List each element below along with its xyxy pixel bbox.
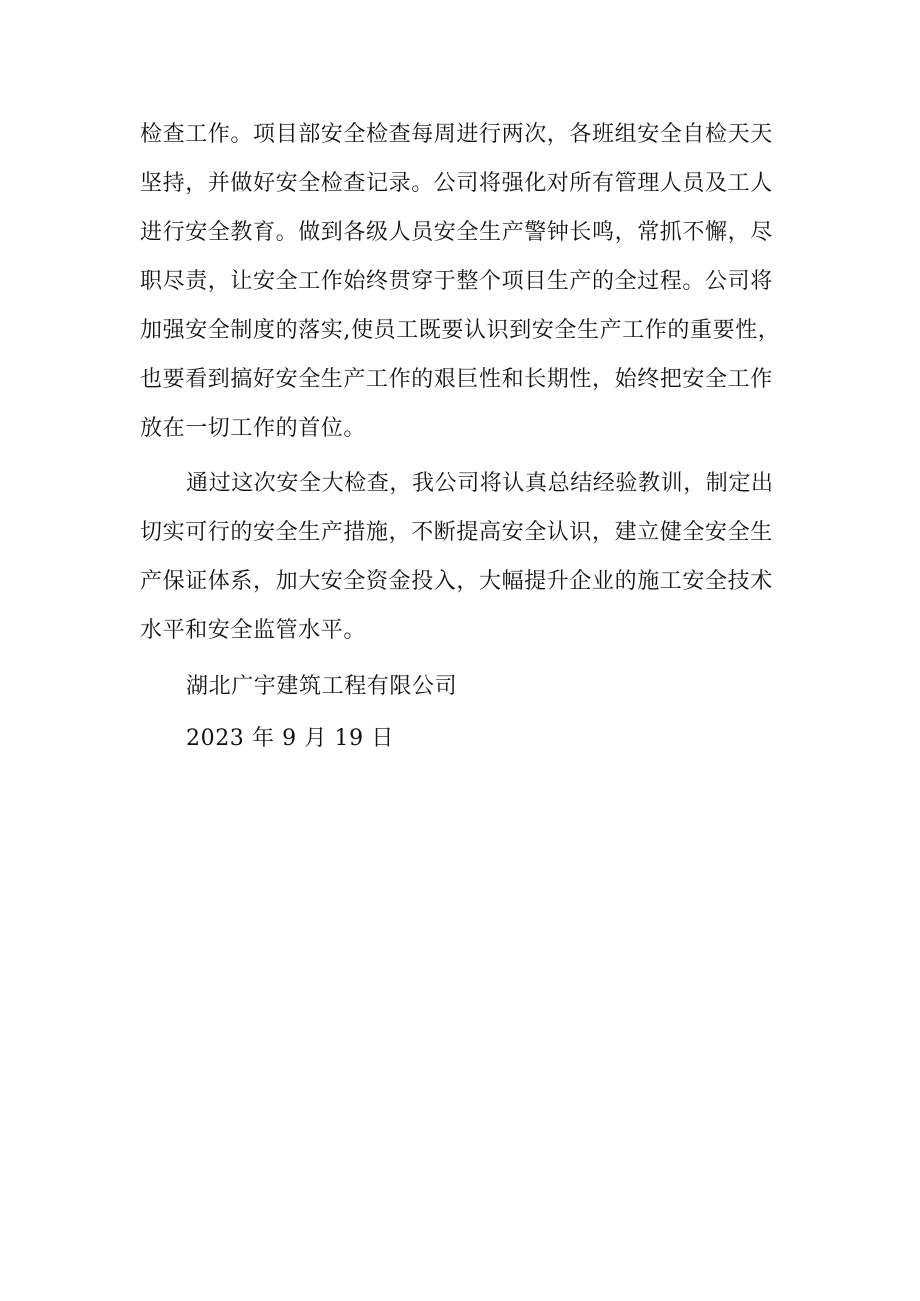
paragraph-1-line: 坚持，并做好安全检查记录。公司将强化对所有管理人员及工人 <box>140 171 773 196</box>
company-name: 湖北广宇建筑工程有限公司 <box>186 674 458 699</box>
paragraph-1-line: 职尽责，让安全工作始终贯穿于整个项目生产的全过程。公司将 <box>140 269 773 294</box>
paragraph-1-line: 加强安全制度的落实,使员工既要认识到安全生产工作的重要性， <box>140 318 781 343</box>
paragraph-1-line: 也要看到搞好安全生产工作的艰巨性和长期性，始终把安全工作 <box>140 367 773 392</box>
paragraph-1-line: 检查工作。项目部安全检查每周进行两次，各班组安全自检天天 <box>140 122 773 147</box>
signature-block <box>140 661 782 765</box>
document-body <box>140 110 782 765</box>
paragraph-1 <box>140 110 782 453</box>
paragraph-2-line: 产保证体系，加大安全资金投入，大幅提升企业的施工安全技术 <box>140 569 773 594</box>
paragraph-1-line: 放在一切工作的首位。 <box>140 416 367 441</box>
paragraph-2-line: 切实可行的安全生产措施，不断提高安全认识，建立健全安全生 <box>140 520 773 545</box>
paragraph-2-line: 通过这次安全大检查，我公司将认真总结经验教训，制定出 <box>186 471 774 496</box>
paragraph-2-line: 水平和安全监管水平。 <box>140 618 367 643</box>
paragraph-1-line: 进行安全教育。做到各级人员安全生产警钟长鸣，常抓不懈，尽 <box>140 220 773 245</box>
paragraph-2 <box>140 459 782 655</box>
document-date: 2023 年 9 月 19 日 <box>186 726 394 751</box>
